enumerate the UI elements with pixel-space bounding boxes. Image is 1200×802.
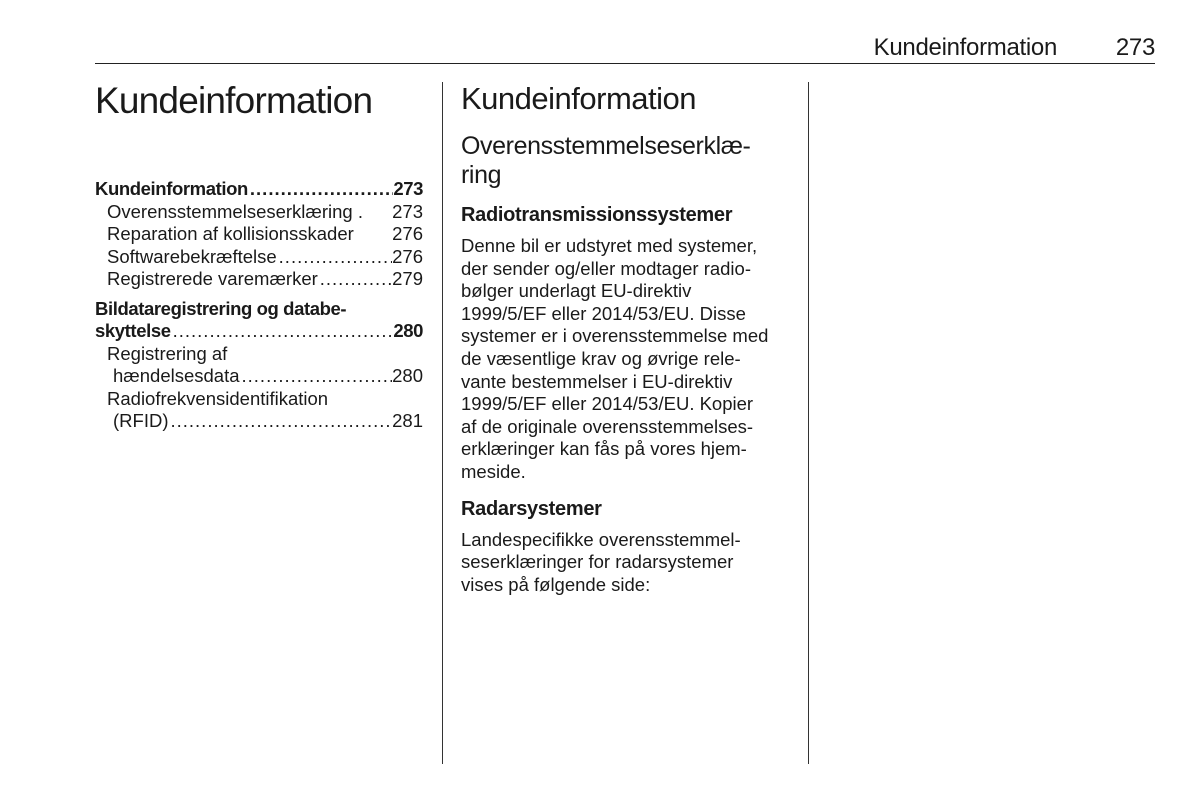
table-of-contents (95, 178, 423, 433)
toc-entry-label: skyttelse (95, 320, 171, 341)
subsection-title-line: Overensstemmelseserklæ- (461, 132, 751, 160)
toc-entry-label: Softwarebekræftelse (107, 245, 277, 267)
paragraph-line: Denne bil er udstyret med systemer, (461, 235, 758, 256)
subsection-title-line: ring (461, 161, 502, 189)
toc-leader-dots (277, 246, 392, 269)
toc-entry-label: (RFID) (113, 410, 169, 431)
paragraph-line: 1999/5/EF eller 2014/53/EU. Kopier (461, 393, 754, 415)
header-rule (95, 63, 1155, 64)
toc-entry-page: 276 (392, 245, 423, 267)
toc-leader-dots (318, 268, 392, 291)
toc-entry-kundeinformation[interactable] (95, 178, 423, 201)
chapter-title: Kundeinformation (95, 80, 373, 121)
paragraph-line: der sender og/eller modtager radio- (461, 257, 751, 279)
toc-entry-page: 273 (393, 178, 423, 199)
toc-entry-reparation[interactable] (95, 223, 423, 246)
toc-leader-dots (248, 178, 393, 201)
section-title: Kundeinformation (461, 81, 696, 116)
paragraph-line: erklæringer kan fås på vores hjem- (461, 438, 747, 460)
paragraph-line: 1999/5/EF eller 2014/53/EU. Disse (461, 302, 746, 324)
toc-entry-label: Registrerede varemærker (107, 268, 318, 289)
paragraph-line: Landespecifikke overensstemmel- (461, 528, 741, 550)
toc-entry-registrering-line1[interactable]: Registrering af (107, 342, 228, 364)
toc-entry-label: Reparation af kollisionsskader (107, 223, 354, 244)
toc-entry-page: 280 (392, 365, 423, 386)
toc-entry-overensstemmelse[interactable] (95, 201, 423, 224)
paragraph-line: meside. (461, 460, 526, 482)
paragraph-line: vante bestemmelser i EU-direktiv (461, 370, 733, 392)
toc-entry-rfid-line1[interactable]: Radiofrekvensidentifikation (107, 387, 329, 409)
toc-entry-label: Overensstemmelseserklæring . (107, 200, 363, 222)
toc-leader-dots (240, 365, 393, 388)
toc-entry-page: 279 (392, 268, 423, 289)
column-divider-left (442, 82, 443, 764)
toc-entry-registrering[interactable] (95, 365, 423, 388)
toc-entry-page: 276 (392, 223, 423, 244)
paragraph-line: af de originale overensstemmelses- (461, 415, 754, 437)
toc-leader-dots (168, 410, 392, 433)
toc-entry-bildata[interactable] (95, 320, 423, 343)
radar-paragraph (461, 529, 791, 597)
toc-entry-page: 281 (392, 410, 423, 431)
toc-entry-rfid[interactable] (95, 410, 423, 433)
toc-entry-software[interactable] (95, 246, 423, 269)
toc-entry-bildata-line1[interactable]: Bildataregistrering og databe- (95, 297, 347, 319)
column-divider-right (808, 82, 809, 764)
content-column (461, 80, 791, 596)
radar-heading: Radarsystemer (461, 497, 602, 520)
radio-paragraph (461, 235, 791, 484)
page-number: 273 (1115, 34, 1155, 61)
toc-entry-varemaerker[interactable] (95, 268, 423, 291)
toc-entry-page: 273 (392, 200, 423, 222)
running-header-title: Kundeinformation (873, 34, 1057, 61)
paragraph-line: vises på følgende side: (461, 573, 651, 595)
toc-leader-dots (171, 320, 394, 343)
paragraph-line: bølger underlagt EU-direktiv (461, 280, 692, 302)
toc-entry-label: Kundeinformation (95, 178, 248, 199)
paragraph-line: seserklæringer for radarsystemer (461, 551, 734, 573)
toc-entry-label: hændelsesdata (113, 365, 240, 386)
radio-heading: Radiotransmissionssystemer (461, 204, 733, 226)
paragraph-line: de væsentlige krav og øvrige rele- (461, 347, 741, 369)
paragraph-line: systemer er i overensstemmelse med (461, 325, 769, 347)
subsection-title (461, 132, 791, 190)
toc-entry-page: 280 (393, 320, 423, 341)
